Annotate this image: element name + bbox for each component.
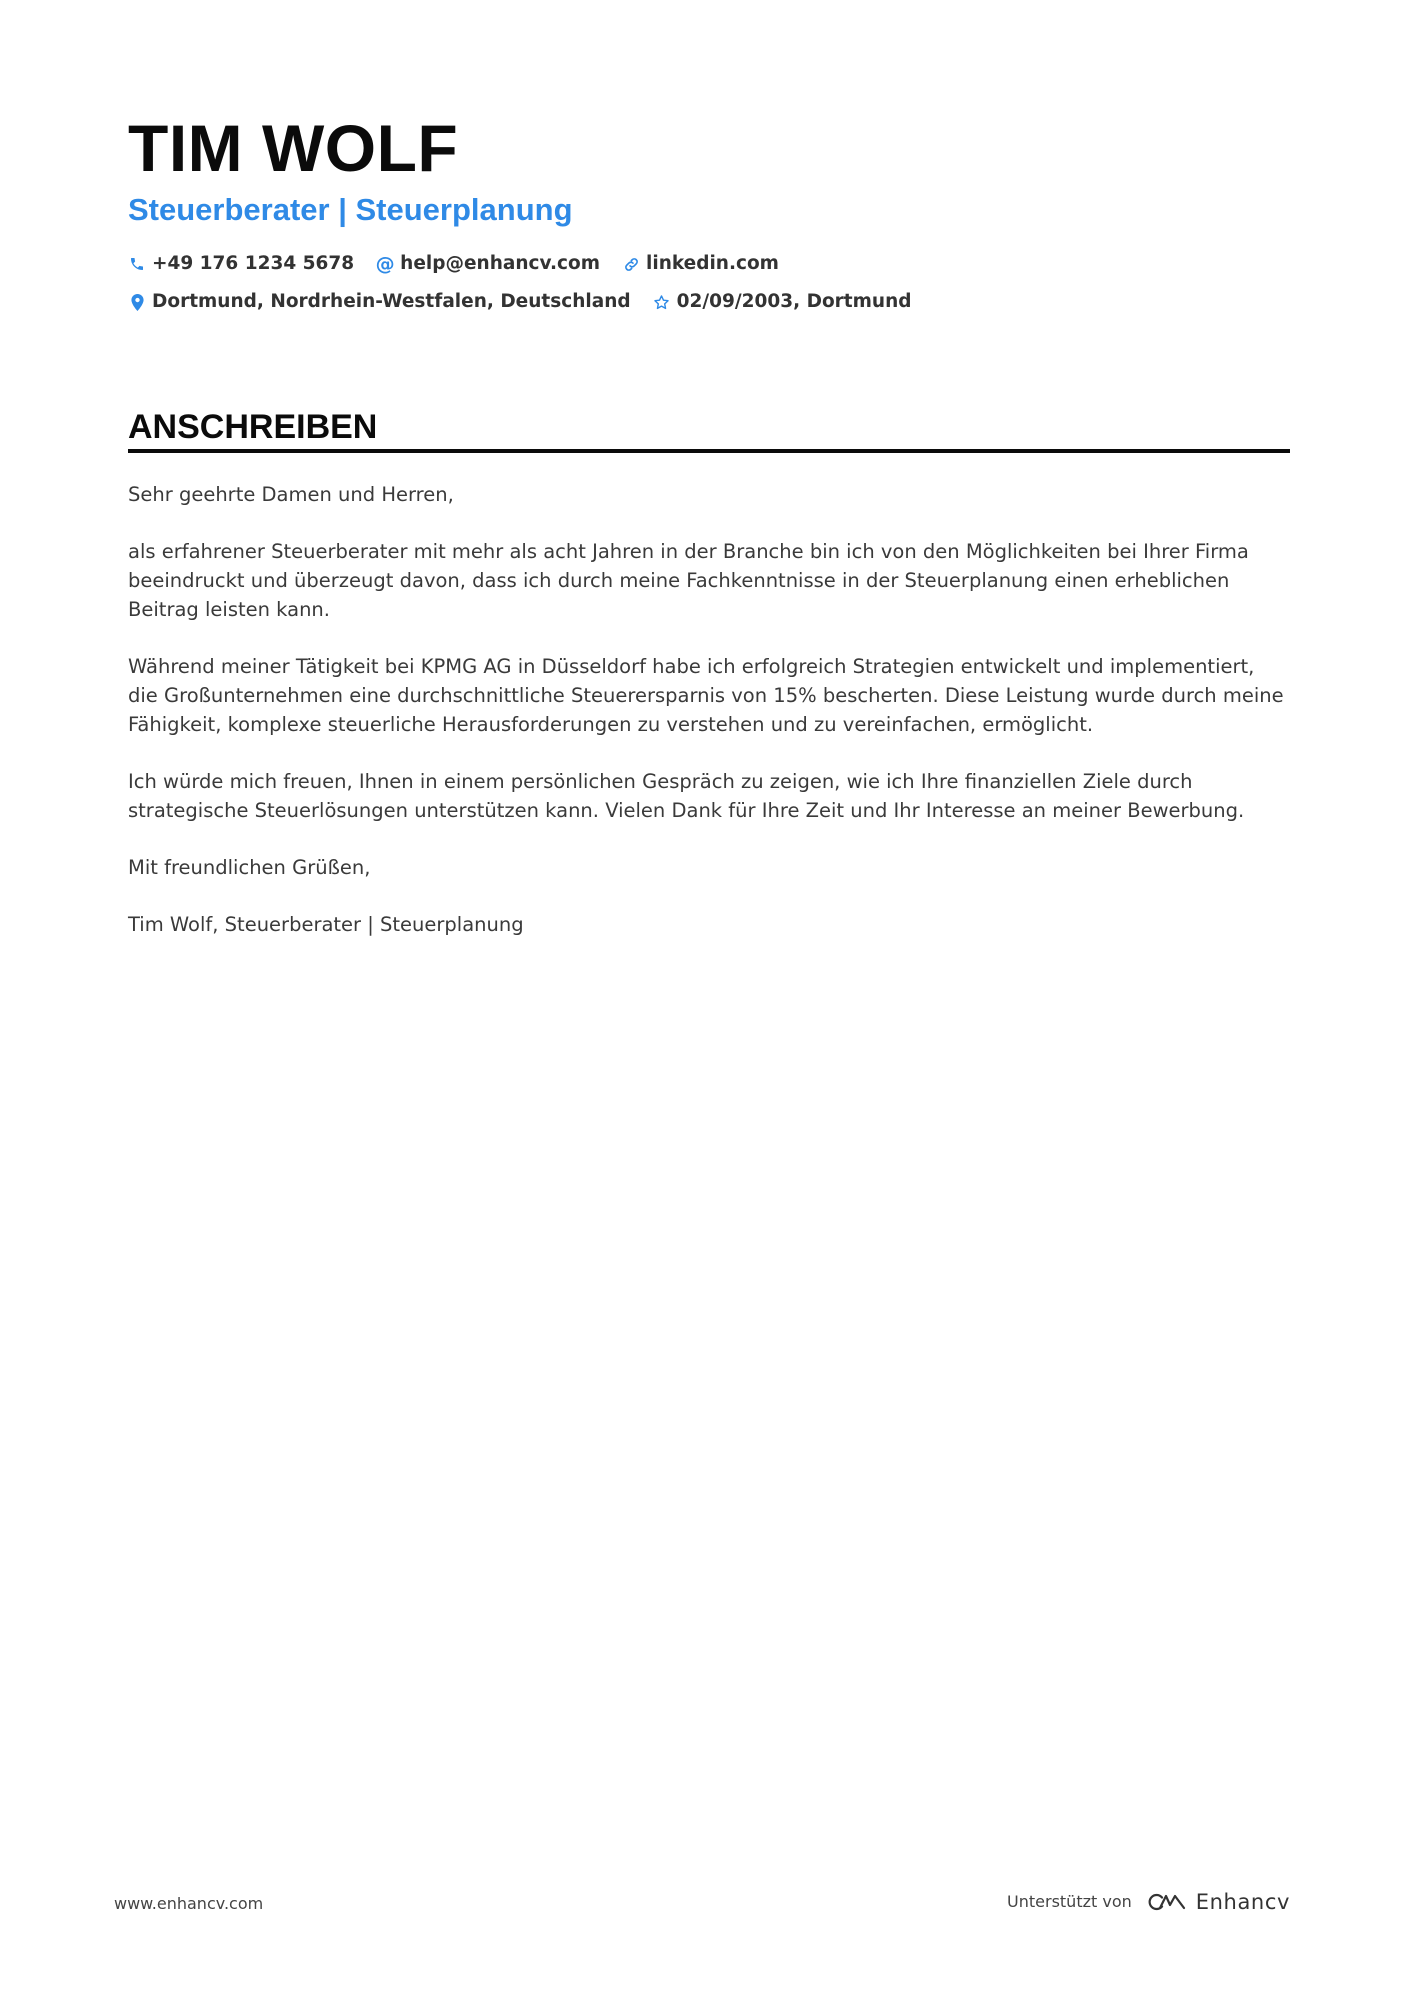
letter-signature: Tim Wolf, Steuerberater | Steuerplanung [128, 913, 524, 936]
section-title: ANSCHREIBEN [128, 408, 378, 446]
footer-website[interactable]: www.enhancv.com [114, 1894, 264, 1913]
contact-email[interactable] [376, 250, 600, 278]
letter-salutation: Sehr geehrte Damen und Herren, [128, 483, 454, 506]
section-divider [128, 449, 1290, 453]
letter-paragraph: als erfahrener Steuerberater mit mehr als acht Jahren in der Branche bin ich von den Möglichkeiten bei Ihrer Firma beeindruckt und überzeugt davon, dass ich durch meine Fachkenntnisse in der Steuerplanung einen erheblichen Beitrag leisten kann. [128, 540, 1249, 621]
contact-phone[interactable] [128, 250, 354, 278]
contact-phone-text: +49 176 1234 5678 [152, 253, 355, 274]
brand-name: Enhancv [1195, 1890, 1290, 1914]
applicant-name: TIM WOLF [128, 111, 459, 185]
applicant-headline: Steuerberater | Steuerplanung [128, 192, 573, 227]
enhancv-logo-icon [1144, 1890, 1188, 1914]
footer-powered-by [1007, 1888, 1290, 1916]
letter-paragraph: Ich würde mich freuen, Ihnen in einem persönlichen Gespräch zu zeigen, wie ich Ihre finanziellen Ziele durch strategische Steuerlösungen unterstützen kann. Vielen Dank für Ihre Zeit und Ihr Interesse an meiner Bewerbung. [128, 770, 1245, 822]
contact-linkedin-text: linkedin.com [646, 253, 779, 274]
contact-email-text: help@enhancv.com [400, 253, 601, 274]
contact-location-text: Dortmund, Nordrhein-Westfalen, Deutschland [152, 291, 631, 312]
star-icon [653, 293, 671, 311]
location-pin-icon [128, 293, 146, 311]
letter-paragraph: Während meiner Tätigkeit bei KPMG AG in Düsseldorf habe ich erfolgreich Strategien entwickelt und implementiert, die Großunternehmen eine durchschnittliche Steuerersparnis von 15% bescherten. Diese Leistung wurde durch meine Fähigkeit, komplexe steuerliche Herausforderungen zu verstehen und zu vereinfachen, ermöglicht. [128, 655, 1284, 736]
link-icon [622, 255, 640, 273]
phone-icon [128, 255, 146, 273]
contact-location [128, 288, 631, 316]
contact-birth [653, 288, 912, 316]
contact-linkedin[interactable] [622, 250, 779, 278]
letter-body [128, 480, 1290, 967]
powered-by-text: Unterstützt von [1007, 1892, 1132, 1911]
contact-list [128, 250, 1290, 316]
letter-closing: Mit freundlichen Grüßen, [128, 856, 371, 879]
at-icon: @ [375, 252, 395, 275]
brand-logo[interactable] [1144, 1888, 1290, 1916]
contact-birth-text: 02/09/2003, Dortmund [676, 291, 912, 312]
